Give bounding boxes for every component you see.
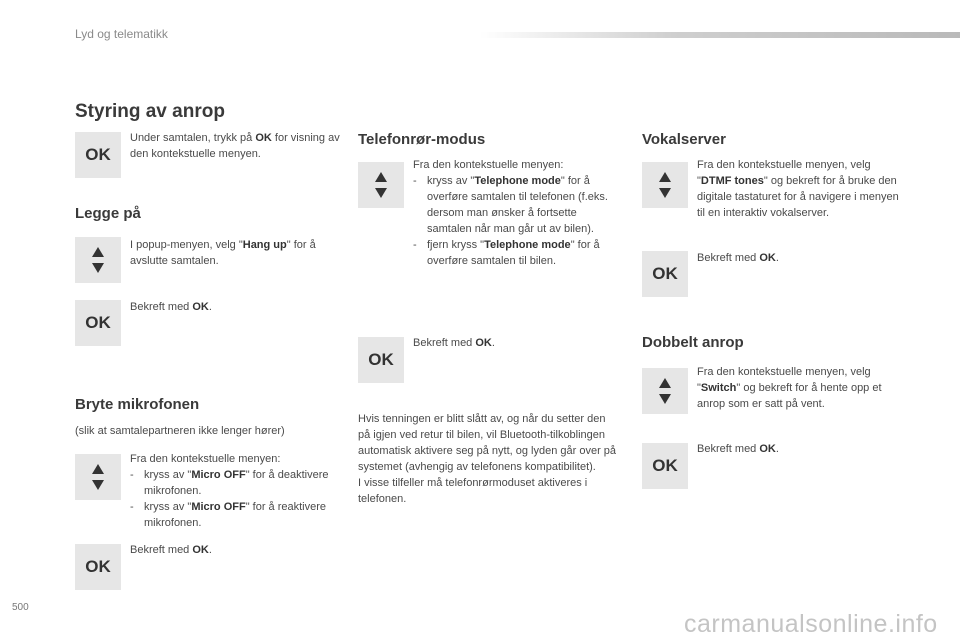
- list-key: Telephone mode: [474, 175, 561, 187]
- confirm-key: OK: [192, 301, 209, 313]
- ok-button[interactable]: OK: [358, 337, 404, 383]
- confirm-period: .: [775, 252, 779, 264]
- ok-button[interactable]: OK: [642, 251, 688, 297]
- list-key: Telephone mode: [484, 239, 571, 251]
- legge-pa-text: [130, 237, 340, 269]
- bryte-intro: Fra den kontekstuelle menyen:: [130, 453, 281, 465]
- arrow-down-icon: [92, 480, 104, 490]
- telefonror-heading: Telefonrør-modus: [358, 131, 486, 148]
- arrow-up-icon: [375, 172, 387, 182]
- list-dash: -: [130, 501, 134, 513]
- header-bar: [480, 32, 960, 38]
- dobbelt-key: Switch: [700, 382, 737, 394]
- confirm-period: .: [208, 544, 212, 556]
- ok-button[interactable]: OK: [75, 300, 121, 346]
- list-text-after: " for å deaktivere mikrofonen.: [144, 469, 329, 497]
- confirm-period: .: [491, 337, 495, 349]
- list-key: Micro OFF: [191, 469, 246, 481]
- watermark: carmanualsonline.info: [684, 610, 938, 638]
- list-item: [130, 499, 330, 531]
- arrow-down-icon: [375, 188, 387, 198]
- confirm-text: Bekreft med: [130, 301, 193, 313]
- list-text-after: " for å overføre samtalen til telefonen (f.eks. dersom man ønsker å fortsette samtalen når man går ut av bilen).: [427, 175, 608, 235]
- confirm-period: .: [208, 301, 212, 313]
- ok-button[interactable]: OK: [75, 132, 121, 178]
- header-title: Lyd og telematikk: [75, 27, 168, 41]
- bryte-confirm: [130, 542, 212, 558]
- confirm-key: OK: [192, 544, 209, 556]
- arrow-up-icon: [659, 172, 671, 182]
- confirm-text: Bekreft med: [697, 443, 760, 455]
- list-key: Micro OFF: [191, 501, 246, 513]
- legge-pa-heading: Legge på: [75, 205, 141, 222]
- bryte-text: [130, 451, 330, 531]
- confirm-key: OK: [759, 252, 776, 264]
- dobbelt-confirm: [697, 441, 779, 457]
- up-down-button[interactable]: [642, 162, 688, 208]
- arrow-down-icon: [659, 188, 671, 198]
- intro-key: OK: [255, 132, 272, 144]
- vokalserver-text-after: " og bekreft for å bruke den digitale tastaturet for å navigere i menyen til en interaktiv vokalserver.: [697, 175, 899, 219]
- list-item: [413, 173, 623, 237]
- up-down-button[interactable]: [642, 368, 688, 414]
- list-item-text: [427, 173, 623, 237]
- dobbelt-text-before: Fra den kontekstuelle menyen, velg ": [697, 366, 871, 394]
- list-item-text: [144, 499, 330, 531]
- arrow-down-icon: [92, 263, 104, 273]
- up-down-button[interactable]: [358, 162, 404, 208]
- vokalserver-confirm: [697, 250, 779, 266]
- legge-pa-key: Hang up: [242, 239, 287, 251]
- bryte-heading: Bryte mikrofonen: [75, 396, 200, 413]
- arrow-up-icon: [92, 247, 104, 257]
- dobbelt-heading: Dobbelt anrop: [642, 334, 744, 351]
- bryte-subtitle: (slik at samtalepartneren ikke lenger hører): [75, 425, 285, 437]
- note-paragraph: Hvis tenningen er blitt slått av, og når du setter den på igjen ved retur til bilen, vil Bluetooth-tilkoblingen automatisk aktivere seg på nytt, og lyden går over på systemet (avhengig av telefonens kompatibilitet).: [358, 413, 617, 473]
- list-text-before: kryss av ": [427, 175, 475, 187]
- list-dash: -: [413, 239, 417, 251]
- vokalserver-text-before: Fra den kontekstuelle menyen, velg ": [697, 159, 871, 187]
- telefonror-text: [413, 157, 623, 269]
- legge-pa-text-after: " for å avslutte samtalen.: [130, 239, 316, 267]
- page-title: Styring av anrop: [75, 101, 225, 122]
- page-number: 500: [12, 602, 29, 613]
- up-down-button[interactable]: [75, 454, 121, 500]
- confirm-text: Bekreft med: [413, 337, 476, 349]
- list-item-text: [427, 237, 623, 269]
- confirm-key: OK: [475, 337, 492, 349]
- list-item-text: [144, 467, 330, 499]
- legge-pa-confirm: [130, 299, 212, 315]
- list-text-after: " for å overføre samtalen til bilen.: [427, 239, 600, 267]
- list-text-before: kryss av ": [144, 501, 192, 513]
- confirm-period: .: [775, 443, 779, 455]
- confirm-text: Bekreft med: [130, 544, 193, 556]
- list-text-before: fjern kryss ": [427, 239, 485, 251]
- intro-text-after: for visning av den kontekstuelle menyen.: [130, 132, 340, 160]
- telefonror-note: [358, 411, 620, 507]
- arrow-down-icon: [659, 394, 671, 404]
- legge-pa-text-before: I popup-menyen, velg ": [130, 239, 243, 251]
- list-dash: -: [130, 469, 134, 481]
- vokalserver-heading: Vokalserver: [642, 131, 726, 148]
- confirm-text: Bekreft med: [697, 252, 760, 264]
- telefonror-confirm: [413, 335, 495, 351]
- list-dash: -: [413, 175, 417, 187]
- dobbelt-text: [697, 364, 897, 412]
- intro-text: [130, 130, 340, 162]
- up-down-button[interactable]: [75, 237, 121, 283]
- ok-button[interactable]: OK: [642, 443, 688, 489]
- vokalserver-text: [697, 157, 907, 221]
- dobbelt-text-after: " og bekreft for å hente opp et anrop som er satt på vent.: [697, 382, 882, 410]
- vokalserver-key: DTMF tones: [700, 175, 764, 187]
- arrow-up-icon: [659, 378, 671, 388]
- arrow-up-icon: [92, 464, 104, 474]
- list-item: [413, 237, 623, 269]
- confirm-key: OK: [759, 443, 776, 455]
- list-item: [130, 467, 330, 499]
- note-paragraph: I visse tilfeller må telefonrørmoduset aktiveres i telefonen.: [358, 477, 588, 505]
- ok-button[interactable]: OK: [75, 544, 121, 590]
- list-text-after: " for å reaktivere mikrofonen.: [144, 501, 327, 529]
- list-text-before: kryss av ": [144, 469, 192, 481]
- telefonror-intro: Fra den kontekstuelle menyen:: [413, 159, 564, 171]
- intro-text-before: Under samtalen, trykk på: [130, 132, 256, 144]
